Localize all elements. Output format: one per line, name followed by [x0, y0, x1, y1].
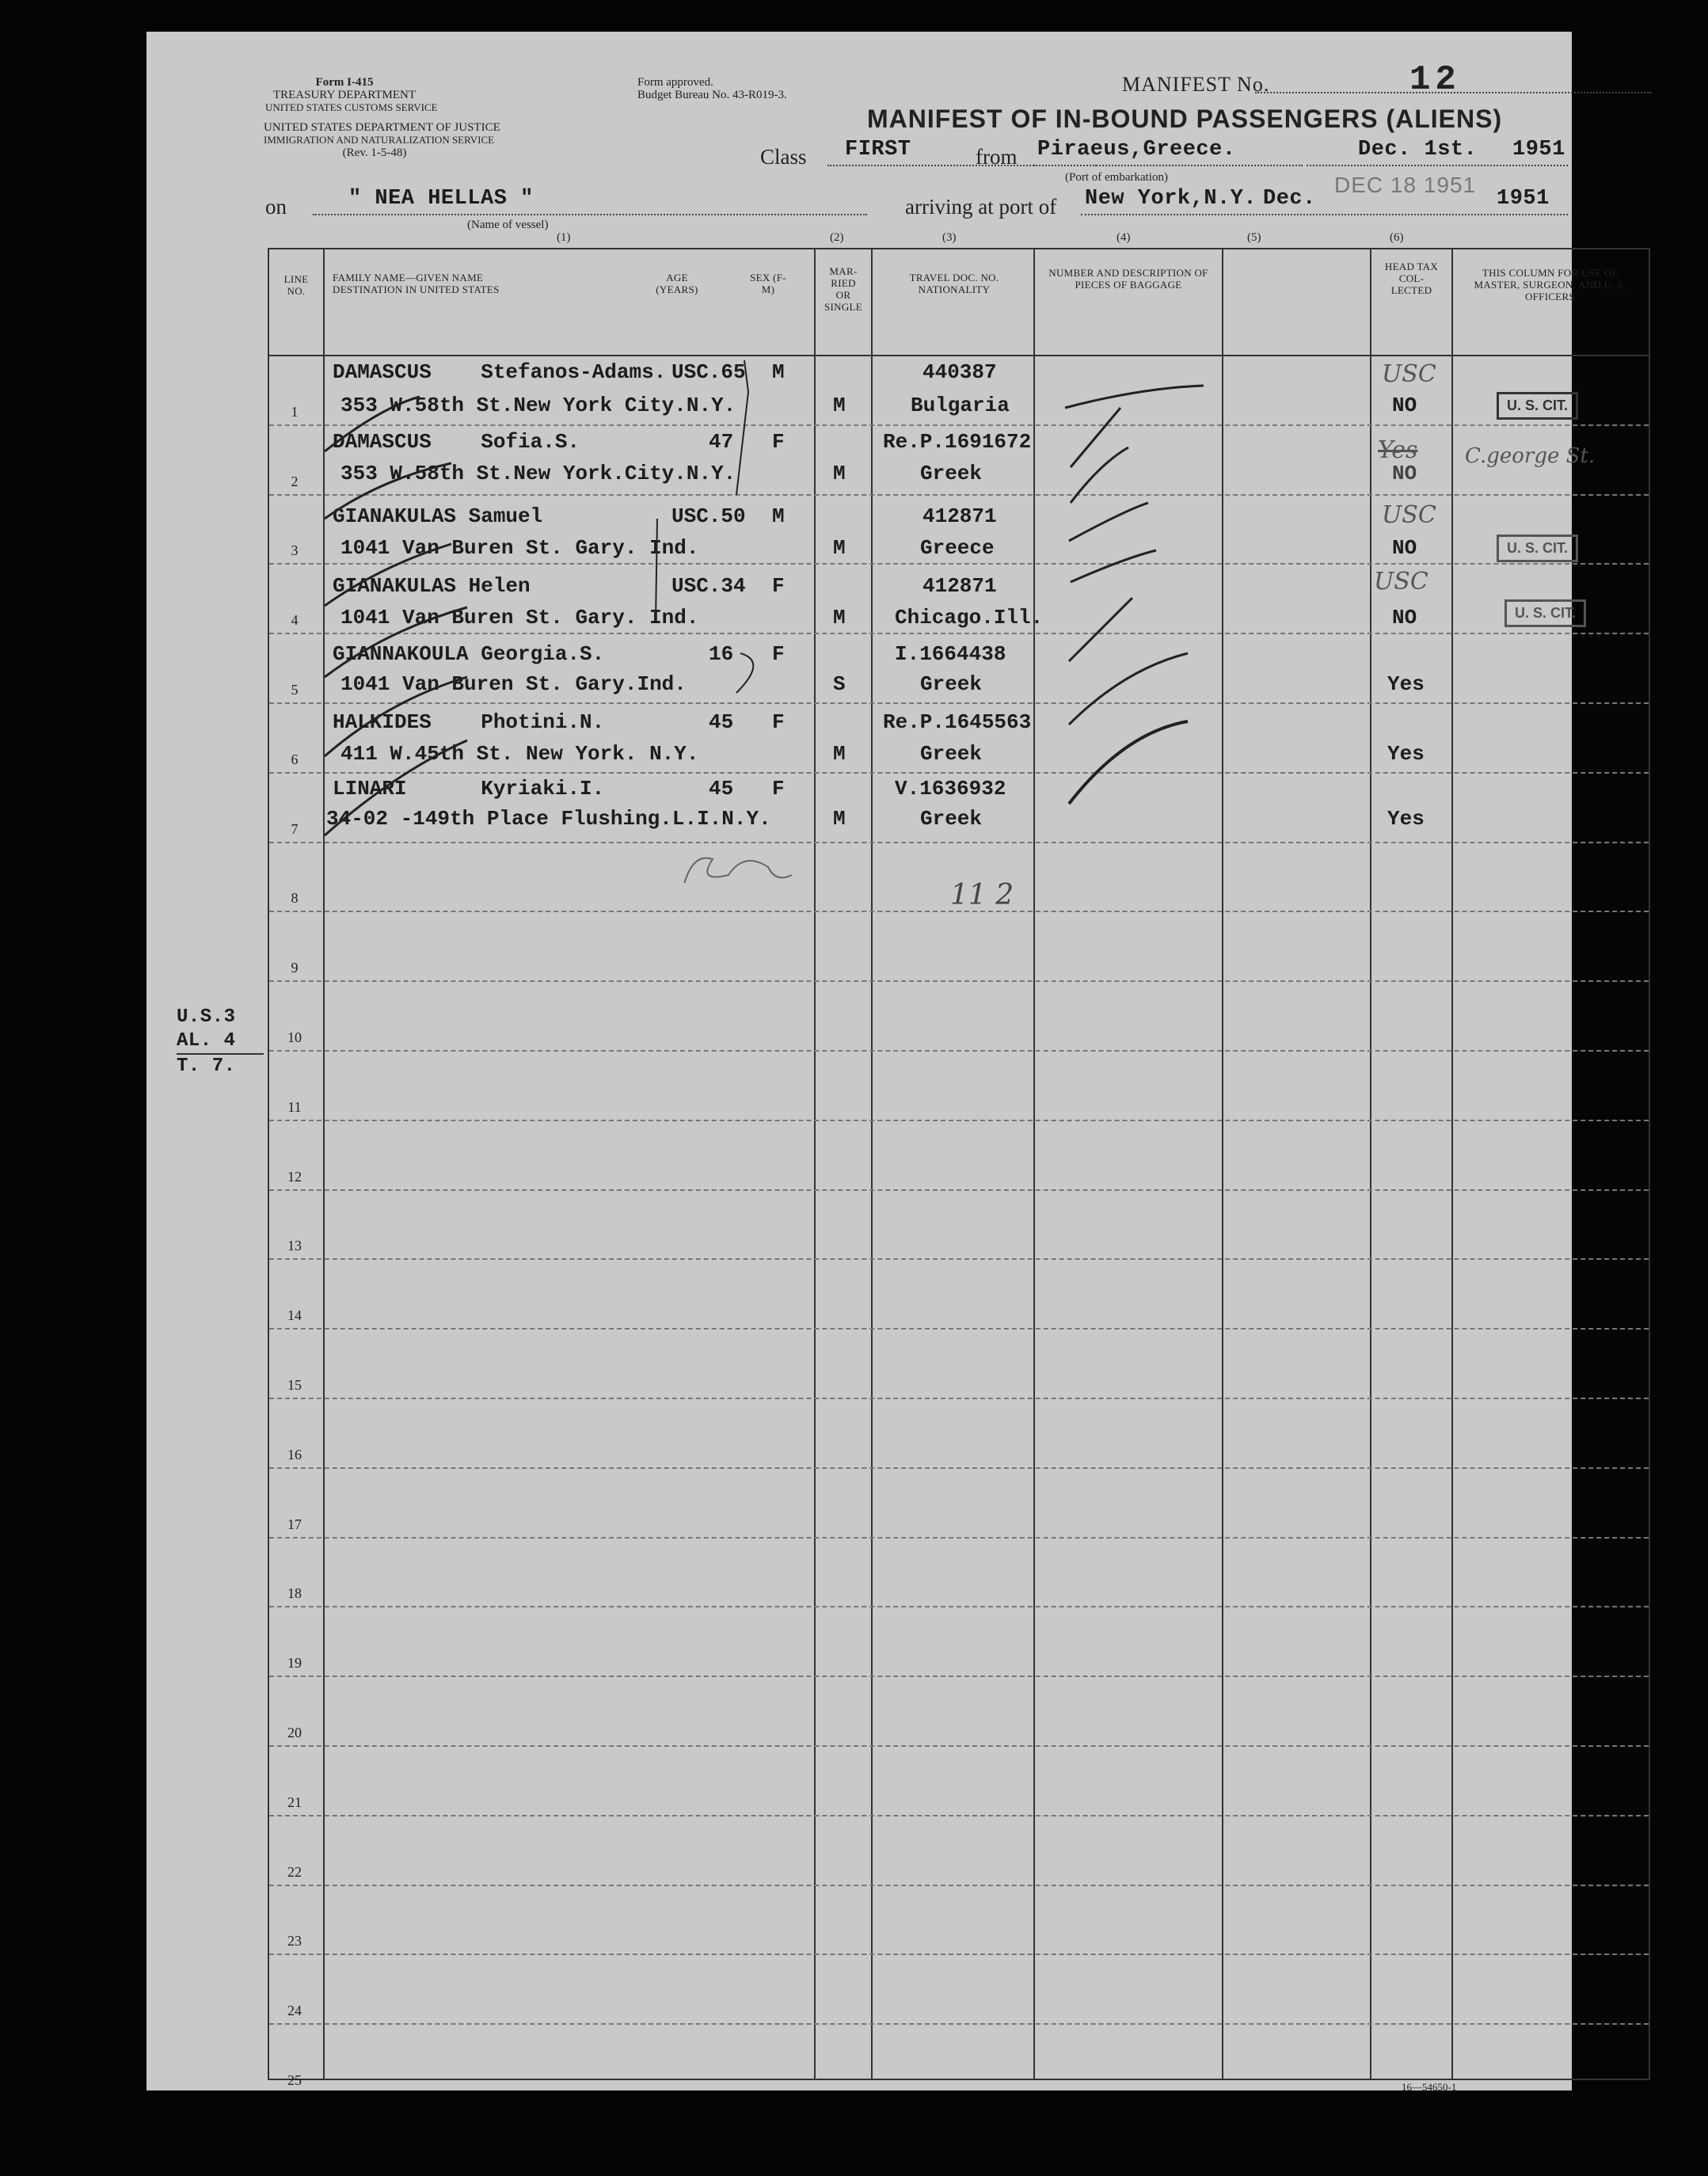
line-number: 18 [287, 1585, 302, 1602]
check-stroke [325, 397, 420, 451]
header-name: FAMILY NAME—GIVEN NAME DESTINATION IN UNITED STATES [333, 272, 500, 295]
manifest-number [1255, 60, 1651, 100]
passenger-age: 45 [709, 710, 734, 734]
manifest-title: MANIFEST OF IN-BOUND PASSENGERS (ALIENS) [867, 105, 1503, 133]
passenger-sex: F [772, 430, 785, 454]
row-divider [269, 1537, 1649, 1539]
line-number: 16 [287, 1446, 302, 1463]
arrival-port: New York,N.Y. Dec. DEC 18 1951 1951 [1081, 190, 1568, 215]
line-number: 5 [291, 682, 299, 698]
passenger-doc: 412871 [922, 504, 997, 528]
footer-code: 16—54650-1 [1402, 2081, 1457, 2093]
pen-marks [269, 249, 1649, 883]
head-tax: Yes [1387, 672, 1425, 696]
line-number: 10 [287, 1029, 302, 1045]
check-stroke [1069, 598, 1132, 661]
line-number: 13 [287, 1238, 302, 1254]
passenger-age: USC.34 [671, 574, 746, 598]
passenger-name: GIANAKULAS Samuel [333, 504, 543, 528]
passenger-name: GIANAKULAS Helen [333, 574, 531, 598]
passenger-sex: M [772, 360, 785, 384]
departure-date: Dec. 1st. 1951 [1307, 141, 1568, 166]
row-divider [269, 1328, 1649, 1330]
head-tax: NO [1392, 462, 1417, 485]
passenger-married: M [833, 606, 846, 630]
dept-name: TREASURY DEPARTMENT [272, 89, 417, 101]
head-tax: NO [1392, 394, 1417, 417]
line-number: 17 [287, 1516, 302, 1532]
col-num-5: (5) [1247, 231, 1261, 244]
officer-signature: C.george St. [1465, 444, 1596, 468]
passenger-nationality: Greek [920, 462, 983, 485]
form-number: Form I-415 [315, 76, 374, 89]
dept2-name: UNITED STATES DEPARTMENT OF JUSTICE [264, 121, 500, 134]
passenger-name: HALKIDES Photini.N. [333, 710, 605, 734]
row-divider [269, 1815, 1649, 1817]
line-number: 22 [287, 1863, 302, 1880]
row-divider [269, 1189, 1649, 1191]
passenger-married: M [833, 807, 846, 831]
passenger-nationality: Bulgaria [911, 394, 1010, 417]
class-label: Class [760, 145, 807, 169]
passenger-age: 16 [709, 642, 734, 666]
port-embarkation-caption: (Port of embarkation) [1065, 171, 1168, 184]
passenger-age: USC.50 [671, 504, 746, 528]
on-label: on [265, 195, 287, 219]
passenger-destination: 34-02 -149th Place Flushing.L.I.N.Y. [326, 807, 771, 831]
passenger-married: M [833, 462, 846, 485]
passenger-doc: 440387 [922, 360, 997, 384]
passenger-doc: 412871 [922, 574, 997, 598]
budget-text: Budget Bureau No. 43-R019-3. [637, 89, 787, 101]
header-sex: SEX (F-M) [750, 272, 786, 295]
check-stroke [325, 677, 467, 756]
header-travel-doc: TRAVEL DOC. NO. NATIONALITY [909, 272, 999, 295]
tax-note: Yes [1378, 436, 1418, 464]
passenger-name: DAMASCUS Stefanos-Adams. [333, 360, 667, 384]
passenger-name: GIANNAKOULA Georgia.S. [333, 642, 605, 666]
vessel-name: " NEA HELLAS " [313, 190, 867, 215]
row-divider [269, 980, 1649, 982]
col-num-3: (3) [942, 231, 957, 244]
margin-line: U.S.3 [177, 1006, 236, 1028]
check-stroke [1069, 721, 1188, 804]
passenger-doc: Re.P.1645563 [883, 710, 1032, 734]
line-number: 23 [287, 1933, 302, 1950]
passenger-sex: M [772, 504, 785, 528]
arrival-date-stamp: DEC 18 1951 [1334, 173, 1477, 197]
row-divider [269, 1258, 1649, 1260]
approval-block [637, 76, 787, 101]
manifest-number-label: MANIFEST No. [1122, 73, 1270, 96]
passenger-sex: F [772, 642, 785, 666]
col-num-2: (2) [830, 231, 844, 244]
passenger-nationality: Chicago.Ill. [895, 606, 1044, 630]
margin-line: T. 7. [177, 1056, 236, 1077]
justice-block [264, 121, 500, 159]
head-tax: Yes [1387, 742, 1425, 766]
passenger-name: LINARI Kyriaki.I. [333, 777, 605, 801]
row-divider [269, 1885, 1649, 1886]
bracket-stroke [656, 519, 657, 622]
from-label: from [976, 145, 1018, 169]
line-number: 8 [291, 890, 299, 907]
row8-note: 11 2 [950, 879, 1014, 911]
us-citizen-stamp: U. S. CIT. [1497, 392, 1578, 420]
bracket-stroke [736, 360, 748, 495]
line-number: 19 [287, 1655, 302, 1672]
check-stroke [325, 463, 451, 519]
check-stroke [325, 544, 451, 606]
row-divider [269, 1676, 1649, 1677]
tax-note: USC [1382, 501, 1436, 529]
passenger-nationality: Greek [920, 672, 983, 696]
col-num-4: (4) [1116, 231, 1131, 244]
line-number: 15 [287, 1377, 302, 1393]
vessel-caption: (Name of vessel) [467, 219, 549, 231]
passenger-name: DAMASCUS Sofia.S. [333, 430, 580, 454]
line-number: 20 [287, 1725, 302, 1740]
row-divider [269, 1745, 1649, 1747]
row-divider [269, 1467, 1649, 1469]
approval-text: Form approved. [637, 76, 713, 89]
check-stroke [1065, 386, 1204, 408]
passenger-married: M [833, 536, 846, 560]
header-line-no: LINE NO. [283, 273, 309, 297]
passenger-doc: I.1664438 [895, 642, 1006, 666]
passenger-destination: 1041 Van Buren St. Gary. Ind. [340, 606, 699, 630]
header-head-tax: HEAD TAX COL- LECTED [1384, 261, 1439, 296]
passenger-destination: 1041 Van Buren St. Gary.Ind. [340, 672, 687, 696]
line-number: 4 [291, 612, 299, 629]
signature-scrawl [681, 858, 792, 883]
service-name: UNITED STATES CUSTOMS SERVICE [265, 101, 438, 113]
passenger-nationality: Greek [920, 807, 983, 831]
passenger-nationality: Greek [920, 742, 983, 766]
check-stroke [1069, 653, 1188, 725]
line-number: 9 [291, 960, 299, 976]
line-number: 24 [287, 2003, 302, 2019]
check-stroke [1071, 550, 1156, 582]
us-citizen-stamp: U. S. CIT. [1504, 599, 1586, 627]
passenger-doc: Re.P.1691672 [883, 430, 1032, 454]
passenger-married: M [833, 742, 846, 766]
port-embarkation: Piraeus,Greece. [1033, 141, 1303, 166]
line-number: 2 [291, 473, 299, 489]
bracket-stroke [736, 653, 753, 693]
head-tax: NO [1392, 606, 1417, 630]
row-divider [269, 1050, 1649, 1052]
us-citizen-stamp: U. S. CIT. [1497, 534, 1578, 562]
row-divider [269, 1953, 1649, 1955]
line-number: 12 [287, 1168, 302, 1185]
line-number: 3 [291, 542, 299, 559]
check-stroke [325, 607, 467, 677]
revision-date: (Rev. 1-5-48) [342, 146, 407, 159]
passenger-age: 45 [709, 777, 734, 801]
row-divider [269, 2023, 1649, 2025]
passenger-sex: F [772, 710, 785, 734]
line-number: 1 [291, 403, 299, 420]
line-number: 25 [287, 2072, 302, 2088]
arriving-label: arriving at port of [905, 195, 1057, 219]
passenger-married: S [833, 672, 846, 696]
check-stroke [1069, 503, 1148, 541]
head-tax: NO [1392, 536, 1417, 560]
passenger-destination: 1041 Van Buren St. Gary. Ind. [340, 536, 699, 560]
header-married: MAR- RIED OR SINGLE [824, 265, 863, 313]
line-number: 21 [287, 1794, 302, 1810]
passenger-age: USC.65 [671, 360, 746, 384]
margin-line: AL. 4 [177, 1029, 264, 1055]
class-value: FIRST [827, 141, 1097, 166]
manifest-number-value: 12 [1409, 60, 1461, 100]
head-tax: Yes [1387, 807, 1425, 831]
line-number: 7 [291, 820, 299, 837]
row-divider [269, 1398, 1649, 1399]
form-agency-block [265, 76, 438, 114]
line-number: 11 [287, 1098, 302, 1115]
row-divider [269, 1606, 1649, 1607]
service2-name: IMMIGRATION AND NATURALIZATION SERVICE [264, 134, 495, 146]
passenger-doc: V.1636932 [895, 777, 1006, 801]
passenger-married: M [833, 394, 846, 417]
col-num-1: (1) [557, 231, 571, 244]
tax-note: USC [1374, 568, 1428, 595]
passenger-age: 47 [709, 430, 734, 454]
manifest-page [146, 32, 1626, 2093]
passenger-sex: F [772, 574, 785, 598]
col-num-6: (6) [1390, 231, 1404, 244]
line-number: 6 [291, 751, 299, 767]
header-officers: THIS COLUMN FOR USE OF MASTER, SURGEON, AND U. S. OFFICERS [1474, 267, 1626, 302]
passenger-destination: 411 W.45th St. New York. N.Y. [340, 742, 699, 766]
row-divider [269, 1120, 1649, 1121]
passenger-destination: 353 W.58th St.New York City.N.Y. [340, 394, 736, 417]
margin-summary [177, 1006, 264, 1078]
passenger-destination: 353 W.58th St.New York.City.N.Y. [340, 462, 736, 485]
passenger-sex: F [772, 777, 785, 801]
tax-note: USC [1382, 360, 1436, 388]
line-number: 14 [287, 1307, 302, 1324]
header-age: AGE (YEARS) [656, 272, 698, 295]
header-baggage: NUMBER AND DESCRIPTION OF PIECES OF BAGGAGE [1048, 267, 1208, 291]
check-stroke [325, 740, 467, 835]
passenger-nationality: Greece [920, 536, 995, 560]
